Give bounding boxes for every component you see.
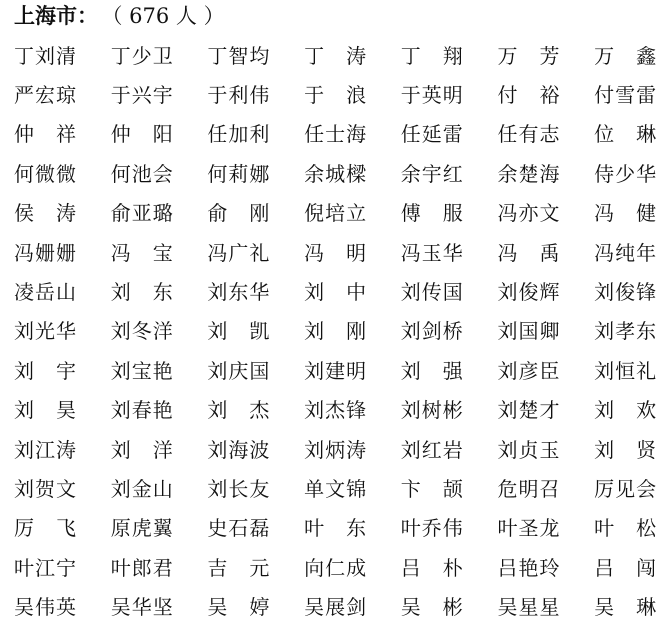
person-name: 史 石 磊 bbox=[207, 516, 270, 541]
person-name: 单 文 锦 bbox=[304, 476, 367, 501]
region-heading bbox=[14, 2, 225, 30]
name-row bbox=[14, 430, 664, 469]
person-name: 丁 智 均 bbox=[207, 43, 270, 68]
person-name: 叶 东 bbox=[304, 516, 367, 541]
person-name: 叶 松 bbox=[594, 516, 657, 541]
person-name: 刘 中 bbox=[304, 280, 367, 305]
person-name: 于 利 伟 bbox=[207, 83, 270, 108]
person-name: 刘 海 波 bbox=[207, 437, 270, 462]
person-name: 俞 亚 璐 bbox=[110, 201, 173, 226]
person-name: 刘 东 bbox=[110, 280, 173, 305]
person-name: 凌 岳 山 bbox=[14, 280, 76, 305]
person-name: 冯 亦 文 bbox=[497, 201, 560, 226]
person-name: 刘 欢 bbox=[594, 398, 657, 423]
person-name: 余 城 樑 bbox=[304, 161, 367, 186]
name-grid bbox=[14, 36, 664, 627]
person-name: 刘 孝 东 bbox=[594, 319, 657, 344]
person-name: 刘 贺 文 bbox=[14, 476, 76, 501]
person-name: 刘 传 国 bbox=[400, 280, 463, 305]
person-name: 吕 闯 bbox=[594, 555, 657, 580]
person-name: 位 琳 bbox=[594, 122, 657, 147]
person-name: 严 宏 琼 bbox=[14, 83, 76, 108]
name-row bbox=[14, 115, 664, 154]
person-name: 侯 涛 bbox=[14, 201, 76, 226]
name-row bbox=[14, 587, 664, 626]
person-name: 付 裕 bbox=[497, 83, 560, 108]
person-name: 余 宇 红 bbox=[400, 161, 463, 186]
name-row bbox=[14, 36, 664, 75]
person-name: 刘 昊 bbox=[14, 398, 76, 423]
person-name: 刘 贞 玉 bbox=[497, 437, 560, 462]
person-name: 何 微 微 bbox=[14, 161, 76, 186]
person-name: 吴 琳 bbox=[594, 595, 657, 620]
person-name: 厉 飞 bbox=[14, 516, 76, 541]
person-name: 冯 纯 年 bbox=[594, 240, 657, 265]
person-name: 吕 朴 bbox=[400, 555, 463, 580]
person-name: 俞 刚 bbox=[207, 201, 270, 226]
person-name: 吴 彬 bbox=[400, 595, 463, 620]
person-name: 吉 元 bbox=[207, 555, 270, 580]
person-name: 刘 凯 bbox=[207, 319, 270, 344]
person-name: 丁 翔 bbox=[400, 43, 463, 68]
person-name: 吴 婷 bbox=[207, 595, 270, 620]
person-name: 吕 艳 玲 bbox=[497, 555, 560, 580]
person-name: 冯 禹 bbox=[497, 240, 560, 265]
person-name: 仲 祥 bbox=[14, 122, 76, 147]
person-name: 任 延 雷 bbox=[400, 122, 463, 147]
person-name: 万 鑫 bbox=[594, 43, 657, 68]
person-name: 刘 强 bbox=[400, 358, 463, 383]
region-count: （ 676 人 ） bbox=[112, 4, 225, 28]
person-name: 叶 圣 龙 bbox=[497, 516, 560, 541]
person-name: 吴 华 坚 bbox=[110, 595, 173, 620]
person-name: 任 加 利 bbox=[207, 122, 270, 147]
person-name: 冯 玉 华 bbox=[400, 240, 463, 265]
person-name: 付 雪 雷 bbox=[594, 83, 657, 108]
person-name: 何 池 会 bbox=[110, 161, 173, 186]
person-name: 任 士 海 bbox=[304, 122, 367, 147]
person-name: 刘 红 岩 bbox=[400, 437, 463, 462]
person-name: 刘 春 艳 bbox=[110, 398, 173, 423]
name-row bbox=[14, 233, 664, 272]
person-name: 于 浪 bbox=[304, 83, 367, 108]
person-name: 丁 刘 清 bbox=[14, 43, 76, 68]
person-name: 刘 庆 国 bbox=[207, 358, 270, 383]
person-name: 吴 星 星 bbox=[497, 595, 560, 620]
person-name: 刘 俊 辉 bbox=[497, 280, 560, 305]
person-name: 侍 少 华 bbox=[594, 161, 657, 186]
person-name: 冯 宝 bbox=[110, 240, 173, 265]
person-name: 于 兴 宇 bbox=[110, 83, 173, 108]
person-name: 刘 刚 bbox=[304, 319, 367, 344]
person-name: 刘 贤 bbox=[594, 437, 657, 462]
name-row bbox=[14, 75, 664, 114]
person-name: 冯 健 bbox=[594, 201, 657, 226]
person-name: 厉 见 会 bbox=[594, 476, 657, 501]
person-name: 刘 宇 bbox=[14, 358, 76, 383]
person-name: 冯 广 礼 bbox=[207, 240, 270, 265]
person-name: 吴 伟 英 bbox=[14, 595, 76, 620]
person-name: 刘 杰 锋 bbox=[304, 398, 367, 423]
person-name: 冯 明 bbox=[304, 240, 367, 265]
name-row bbox=[14, 312, 664, 351]
name-row bbox=[14, 391, 664, 430]
person-name: 吴 展 剑 bbox=[304, 595, 367, 620]
person-name: 余 楚 海 bbox=[497, 161, 560, 186]
name-row bbox=[14, 351, 664, 390]
person-name: 刘 金 山 bbox=[110, 476, 173, 501]
person-name: 于 英 明 bbox=[400, 83, 463, 108]
person-name: 刘 国 卿 bbox=[497, 319, 560, 344]
person-name: 丁 少 卫 bbox=[110, 43, 173, 68]
person-name: 刘 洋 bbox=[110, 437, 173, 462]
person-name: 刘 杰 bbox=[207, 398, 270, 423]
person-name: 刘 建 明 bbox=[304, 358, 367, 383]
person-name: 叶 乔 伟 bbox=[400, 516, 463, 541]
person-name: 刘 彦 臣 bbox=[497, 358, 560, 383]
person-name: 仲 阳 bbox=[110, 122, 173, 147]
person-name: 刘 宝 艳 bbox=[110, 358, 173, 383]
name-row bbox=[14, 548, 664, 587]
person-name: 刘 恒 礼 bbox=[594, 358, 657, 383]
name-row bbox=[14, 272, 664, 311]
person-name: 刘 东 华 bbox=[207, 280, 270, 305]
person-name: 叶 江 宁 bbox=[14, 555, 76, 580]
person-name: 向 仁 成 bbox=[304, 555, 367, 580]
person-name: 刘 冬 洋 bbox=[110, 319, 173, 344]
person-name: 叶 郎 君 bbox=[110, 555, 173, 580]
person-name: 冯 姗 姗 bbox=[14, 240, 76, 265]
person-name: 傅 服 bbox=[400, 201, 463, 226]
person-name: 刘 长 友 bbox=[207, 476, 270, 501]
region-name: 上海市： bbox=[14, 4, 98, 28]
person-name: 刘 俊 锋 bbox=[594, 280, 657, 305]
name-row bbox=[14, 509, 664, 548]
person-name: 卞 颉 bbox=[400, 476, 463, 501]
person-name: 倪 培 立 bbox=[304, 201, 367, 226]
person-name: 何 莉 娜 bbox=[207, 161, 270, 186]
name-row bbox=[14, 469, 664, 508]
name-row bbox=[14, 154, 664, 193]
person-name: 刘 炳 涛 bbox=[304, 437, 367, 462]
person-name: 刘 光 华 bbox=[14, 319, 76, 344]
name-row bbox=[14, 194, 664, 233]
person-name: 刘 树 彬 bbox=[400, 398, 463, 423]
person-name: 刘 楚 才 bbox=[497, 398, 560, 423]
person-name: 万 芳 bbox=[497, 43, 560, 68]
person-name: 危 明 召 bbox=[497, 476, 560, 501]
person-name: 丁 涛 bbox=[304, 43, 367, 68]
person-name: 刘 剑 桥 bbox=[400, 319, 463, 344]
person-name: 任 有 志 bbox=[497, 122, 560, 147]
person-name: 刘 江 涛 bbox=[14, 437, 76, 462]
person-name: 原 虎 翼 bbox=[110, 516, 173, 541]
